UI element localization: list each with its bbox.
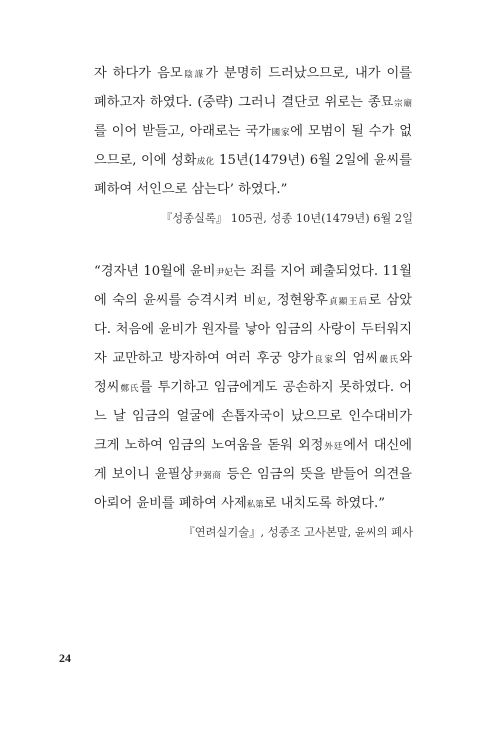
text-span: 등은 임금의 뜻을 받들어 의견을 — [221, 467, 412, 482]
hanja-gloss: 妃 — [256, 297, 268, 307]
hanja-gloss: 國家 — [270, 128, 291, 138]
quote-line — [94, 95, 412, 112]
text-span: 에 모범이 될 수가 없 — [290, 124, 412, 139]
quote-line — [94, 322, 412, 338]
citation-source: 『연려실기술』, 성종조 고사본말, 윤씨의 폐사 — [183, 526, 413, 539]
text-span: 가 분명히 드러났으므로, 내가 이를 — [205, 66, 412, 81]
quote-line — [94, 409, 412, 425]
text-span: 느 날 임금의 얼굴에 손톱자국이 났으므로 인수대비가 — [94, 409, 412, 424]
hanja-gloss: 私第 — [246, 500, 264, 510]
hanja-gloss: 貞顯王后 — [327, 297, 369, 307]
quote-line — [94, 124, 412, 141]
text-span: 크게 노하여 임금의 노여움을 돋워 외정 — [94, 438, 324, 453]
quote-line — [94, 351, 412, 368]
quote-line — [94, 66, 412, 83]
hanja-gloss: 尹妃 — [215, 268, 234, 278]
quote-line — [94, 153, 412, 170]
text-span: 아뢰어 윤비를 폐하여 사제 — [94, 496, 247, 511]
text-span: 에 숙의 윤씨를 승격시켜 비 — [94, 293, 257, 308]
hanja-gloss: 鄭氏 — [119, 384, 140, 394]
citation-source: 『성종실록』 105권, 성종 10년(1479년) 6월 2일 — [160, 212, 413, 225]
text-span: 으므로, 이에 성화 — [94, 153, 197, 168]
text-span: 다. 처음에 윤비가 원자를 낳아 임금의 사랑이 두터워지 — [94, 322, 412, 337]
quote-line — [94, 380, 412, 397]
page-number: 24 — [59, 651, 71, 665]
text-span: 의 엄씨 — [334, 351, 379, 366]
text-span: 와 — [399, 351, 412, 366]
text-span: , 정현왕후 — [267, 293, 328, 308]
text-span: 로 내치도록 하였다.” — [263, 496, 385, 511]
text-span: 자 하다가 음모 — [94, 66, 183, 81]
quote-line — [94, 264, 412, 281]
text-span: 는 죄를 지어 폐출되었다. 11월 — [233, 264, 412, 279]
text-span: “경자년 10월에 윤비 — [94, 264, 216, 279]
quote-line — [94, 182, 412, 198]
hanja-gloss: 良家 — [313, 355, 335, 365]
text-span: 폐하고자 하였다. (중략) 그러니 결단코 위로는 종묘 — [94, 95, 394, 110]
text-span: 를 투기하고 임금에게도 공손하지 못하였다. 어 — [139, 380, 412, 395]
hanja-gloss: 尹弼商 — [193, 471, 222, 481]
quote-line — [94, 467, 412, 484]
text-span: 에서 대신에 — [343, 438, 412, 453]
text-span: 정씨 — [94, 380, 120, 395]
text-span: 게 보이니 윤필상 — [94, 467, 194, 482]
quote-line — [94, 438, 412, 455]
text-span: 로 삼았 — [368, 293, 412, 308]
text-span: 폐하여 서인으로 삼는다’ 하였다.” — [94, 182, 288, 197]
hanja-gloss: 宗廟 — [393, 99, 412, 109]
hanja-gloss: 外廷 — [323, 442, 344, 452]
text-span: 15년(1479년) 6월 2일에 윤씨를 — [214, 153, 413, 168]
hanja-gloss: 成化 — [196, 157, 215, 167]
text-span: 를 이어 받들고, 아래로는 국가 — [94, 124, 271, 139]
quote-line — [94, 293, 412, 310]
text-span: 자 교만하고 방자하여 여러 후궁 양가 — [94, 351, 314, 366]
hanja-gloss: 陰謀 — [182, 70, 206, 80]
hanja-gloss: 嚴氏 — [378, 355, 400, 365]
quote-line — [94, 496, 412, 513]
